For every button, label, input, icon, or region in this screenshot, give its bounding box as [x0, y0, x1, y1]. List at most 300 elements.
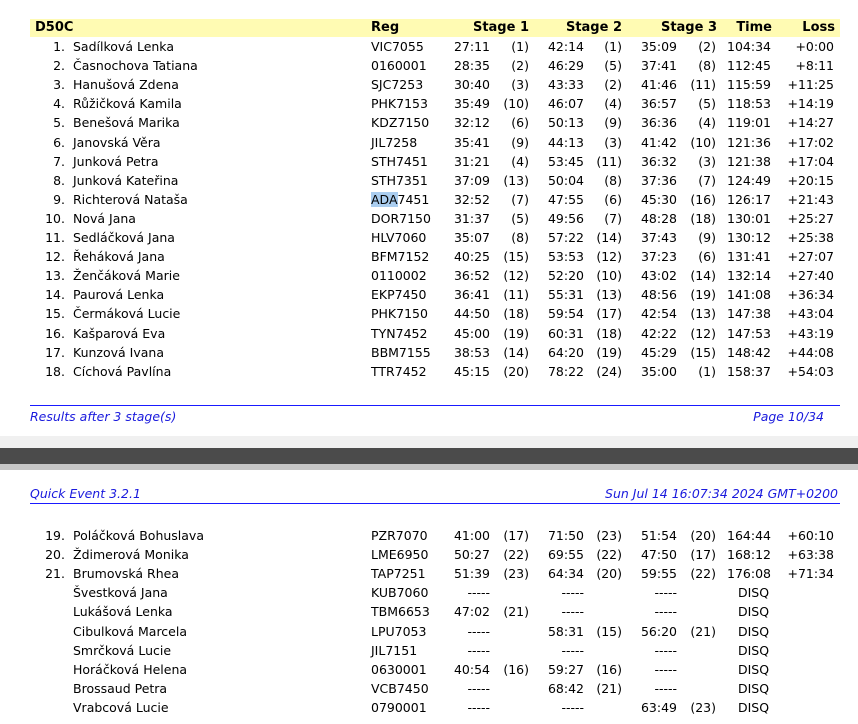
- stage2-rank: (20): [596, 566, 622, 582]
- rank: 14.: [45, 287, 65, 303]
- registration-number: LPU7053: [371, 623, 427, 639]
- rank: 12.: [45, 249, 65, 265]
- stage2-time: 53:45: [547, 153, 584, 169]
- total-time: 126:17: [727, 191, 771, 207]
- stage2-rank: (21): [596, 680, 622, 696]
- status-disq: DISQ: [738, 585, 770, 601]
- stage3-rank: (13): [690, 306, 716, 322]
- time-loss: +25:27: [787, 210, 834, 226]
- stage1-time: -----: [467, 680, 490, 696]
- rank: 10.: [45, 210, 65, 226]
- table-row: [0, 286, 858, 305]
- stage1-time: 35:49: [453, 96, 490, 112]
- stage3-time: 37:23: [640, 249, 677, 265]
- stage2-rank: (14): [596, 230, 622, 245]
- stage2-time: -----: [561, 585, 584, 601]
- stage3-rank: (19): [690, 287, 716, 303]
- stage1-rank: (7): [511, 191, 529, 207]
- stage2-time: 46:29: [547, 58, 584, 74]
- stage3-time: 36:36: [640, 115, 677, 131]
- page-number: Page 10/34: [753, 409, 824, 424]
- stage1-time: 41:00: [453, 528, 490, 543]
- total-time: 147:38: [727, 306, 771, 322]
- total-time: 168:12: [727, 547, 771, 563]
- stage1-time: 38:53: [453, 344, 490, 360]
- table-row: [0, 546, 858, 565]
- stage3-rank: (21): [690, 623, 716, 639]
- registration-number: 0110002: [371, 268, 427, 284]
- rank: 19.: [45, 528, 65, 543]
- rank: 16.: [45, 325, 65, 341]
- stage3-rank: (14): [690, 268, 716, 284]
- time-loss: +17:04: [787, 153, 834, 169]
- stage2-time: 78:22: [547, 363, 584, 379]
- time-loss: +54:03: [787, 363, 834, 379]
- rank: 9.: [53, 191, 65, 207]
- total-time: 164:44: [727, 528, 771, 543]
- total-time: 121:38: [727, 153, 771, 169]
- stage2-rank: (13): [596, 287, 622, 303]
- stage3-time: -----: [654, 642, 677, 658]
- stage3-time: -----: [654, 680, 677, 696]
- competitor-name: Ženčáková Marie: [73, 268, 180, 284]
- stage1-time: 47:02: [453, 604, 490, 620]
- stage3-time: 41:46: [640, 77, 677, 93]
- registration-number: 0160001: [371, 58, 427, 74]
- time-loss: +60:10: [787, 528, 834, 543]
- competitor-name: Nová Jana: [73, 210, 136, 226]
- registration-suffix: 7451: [397, 191, 430, 207]
- stage3-time: 41:42: [640, 134, 677, 150]
- selected-text-highlight: ADA: [371, 191, 398, 207]
- stage3-time: 51:54: [640, 528, 677, 543]
- stage3-time: 63:49: [640, 699, 677, 715]
- stage2-time: 50:13: [547, 115, 584, 131]
- registration-number: [371, 192, 429, 207]
- stage1-time: 40:25: [453, 249, 490, 265]
- total-time: 148:42: [727, 344, 771, 360]
- results-header: [30, 19, 840, 37]
- status-disq: DISQ: [738, 623, 770, 639]
- table-row: [0, 325, 858, 344]
- time-header: Time: [736, 20, 772, 35]
- stage3-rank: (18): [690, 210, 716, 226]
- stage3-rank: (9): [698, 230, 716, 245]
- stage3-time: -----: [654, 661, 677, 677]
- stage1-header: Stage 1: [472, 20, 529, 35]
- total-time: 112:45: [727, 58, 771, 74]
- stage2-rank: (22): [596, 547, 622, 563]
- total-time: 132:14: [727, 268, 771, 284]
- time-loss: +25:38: [787, 230, 834, 245]
- registration-number: 0790001: [371, 699, 427, 715]
- competitor-name: Řeháková Jana: [73, 249, 165, 265]
- stage1-rank: (21): [503, 604, 529, 620]
- stage2-rank: (6): [604, 191, 622, 207]
- stage3-time: 36:32: [640, 153, 677, 169]
- competitor-name: Smrčková Lucie: [73, 642, 172, 658]
- competitor-name: Švestková Jana: [73, 585, 168, 601]
- registration-number: BBM7155: [371, 344, 431, 360]
- stage2-rank: (19): [596, 344, 622, 360]
- registration-number: TBM6653: [371, 604, 430, 620]
- table-row: [0, 565, 858, 584]
- time-loss: +36:34: [787, 287, 834, 303]
- table-row: [0, 57, 858, 76]
- competitor-name: Vrabcová Lucie: [73, 699, 169, 715]
- stage2-rank: (18): [596, 325, 622, 341]
- stage1-rank: (22): [503, 547, 529, 563]
- registration-number: SJC7253: [371, 77, 424, 93]
- stage3-time: 59:55: [640, 566, 677, 582]
- rank: 2.: [53, 58, 65, 74]
- stage1-rank: (11): [503, 287, 529, 303]
- registration-number: EKP7450: [371, 287, 427, 303]
- total-time: 131:41: [727, 249, 771, 265]
- time-loss: +27:07: [787, 249, 834, 265]
- stage3-time: -----: [654, 585, 677, 601]
- stage2-rank: (23): [596, 528, 622, 543]
- rank: 13.: [45, 268, 65, 284]
- registration-number: BFM7152: [371, 249, 430, 265]
- stage2-time: 49:56: [547, 210, 584, 226]
- registration-number: HLV7060: [371, 230, 427, 245]
- rank: 4.: [53, 96, 65, 112]
- stage3-time: 48:56: [640, 287, 677, 303]
- stage1-time: 44:50: [453, 306, 490, 322]
- stage2-rank: (5): [604, 58, 622, 74]
- competitor-name: Cibulková Marcela: [73, 623, 188, 639]
- time-loss: +71:34: [787, 566, 834, 582]
- stage3-time: -----: [654, 604, 677, 620]
- competitor-name: Ždimerová Monika: [73, 547, 189, 563]
- competitor-name: Junková Kateřina: [73, 172, 179, 188]
- rank: 15.: [45, 306, 65, 322]
- stage2-rank: (24): [596, 363, 622, 379]
- total-time: 141:08: [727, 287, 771, 303]
- stage1-rank: (18): [503, 306, 529, 322]
- results-stage-note: Results after 3 stage(s): [30, 409, 177, 424]
- stage2-time: -----: [561, 642, 584, 658]
- stage3-rank: (16): [690, 191, 716, 207]
- page-break-bar: [0, 448, 858, 464]
- stage2-time: 47:55: [547, 191, 584, 207]
- competitor-name: Sadílková Lenka: [73, 39, 174, 54]
- competitor-name: Hanušová Zdena: [73, 77, 179, 93]
- time-loss: +27:40: [787, 268, 834, 284]
- registration-number: VCB7450: [371, 680, 429, 696]
- total-time: 104:34: [727, 39, 771, 54]
- competitor-name: Richterová Nataša: [73, 191, 188, 207]
- stage1-rank: (12): [503, 268, 529, 284]
- total-time: 158:37: [727, 363, 771, 379]
- rank: 11.: [45, 230, 65, 245]
- stage3-rank: (15): [690, 344, 716, 360]
- competitor-name: Čermáková Lucie: [73, 306, 181, 322]
- stage1-rank: (16): [503, 661, 529, 677]
- stage3-time: 42:22: [640, 325, 677, 341]
- rank: 17.: [45, 344, 65, 360]
- stage1-rank: (9): [511, 134, 529, 150]
- app-version: Quick Event 3.2.1: [30, 486, 141, 501]
- stage3-rank: (7): [698, 172, 716, 188]
- header-rule: [30, 503, 840, 504]
- stage3-time: 37:43: [640, 230, 677, 245]
- competitor-name: Paurová Lenka: [73, 287, 165, 303]
- table-row: [0, 527, 858, 546]
- competitor-name: Janovská Věra: [73, 134, 161, 150]
- table-row: [0, 153, 858, 172]
- table-row: [0, 114, 858, 133]
- stage1-time: -----: [467, 699, 490, 715]
- stage3-rank: (2): [698, 39, 716, 54]
- registration-number: TYN7452: [371, 325, 428, 341]
- stage2-time: 59:54: [547, 306, 584, 322]
- stage2-time: 44:13: [547, 134, 584, 150]
- stage3-rank: (20): [690, 528, 716, 543]
- stage2-rank: (2): [604, 77, 622, 93]
- stage2-rank: (12): [596, 249, 622, 265]
- stage2-rank: (1): [604, 39, 622, 54]
- registration-number: KUB7060: [371, 585, 429, 601]
- stage3-time: 35:09: [640, 39, 677, 54]
- stage2-rank: (9): [604, 115, 622, 131]
- stage2-rank: (7): [604, 210, 622, 226]
- total-time: 130:01: [727, 210, 771, 226]
- stage2-rank: (15): [596, 623, 622, 639]
- stage2-time: 46:07: [547, 96, 584, 112]
- stage2-rank: (8): [604, 172, 622, 188]
- rank: 7.: [53, 153, 65, 169]
- stage1-time: 30:40: [453, 77, 490, 93]
- time-loss: +44:08: [787, 344, 834, 360]
- time-loss: +8:11: [795, 58, 834, 74]
- table-row: [0, 699, 858, 718]
- stage3-rank: (8): [698, 58, 716, 74]
- stage3-rank: (11): [690, 77, 716, 93]
- stage2-time: 68:42: [547, 680, 584, 696]
- time-loss: +0:00: [795, 39, 834, 54]
- competitor-name: Kašparová Eva: [73, 325, 166, 341]
- stage1-rank: (1): [511, 39, 529, 54]
- stage1-time: 35:07: [453, 230, 490, 245]
- competitor-name: Časnochova Tatiana: [73, 58, 198, 74]
- competitor-name: Růžičková Kamila: [73, 96, 182, 112]
- registration-number: TTR7452: [371, 363, 427, 379]
- registration-number: VIC7055: [371, 39, 424, 54]
- stage2-time: 43:33: [547, 77, 584, 93]
- stage3-rank: (5): [698, 96, 716, 112]
- stage1-time: 31:21: [453, 153, 490, 169]
- stage1-time: 32:12: [453, 115, 490, 131]
- total-time: 176:08: [727, 566, 771, 582]
- status-disq: DISQ: [738, 680, 770, 696]
- stage1-rank: (14): [503, 344, 529, 360]
- registration-number: LME6950: [371, 547, 429, 563]
- registration-number: PHK7153: [371, 96, 428, 112]
- rank: 20.: [45, 547, 65, 563]
- stage1-time: 37:09: [453, 172, 490, 188]
- stage2-time: 53:53: [547, 249, 584, 265]
- total-time: 124:49: [727, 172, 771, 188]
- stage1-time: 36:41: [453, 287, 490, 303]
- stage1-time: -----: [467, 623, 490, 639]
- stage1-time: 40:54: [453, 661, 490, 677]
- stage2-rank: (3): [604, 134, 622, 150]
- competitor-name: Brossaud Petra: [73, 680, 168, 696]
- stage1-rank: (20): [503, 363, 529, 379]
- stage1-time: 32:52: [453, 191, 490, 207]
- time-loss: +21:43: [787, 191, 834, 207]
- registration-number: TAP7251: [371, 566, 426, 582]
- competitor-name: Lukášová Lenka: [73, 604, 173, 620]
- stage1-rank: (2): [511, 58, 529, 74]
- stage1-time: 27:11: [453, 39, 490, 54]
- competitor-name: Junková Petra: [73, 153, 159, 169]
- competitor-name: Poláčková Bohuslava: [73, 528, 204, 543]
- stage3-time: 56:20: [640, 623, 677, 639]
- stage2-rank: (16): [596, 661, 622, 677]
- stage3-rank: (10): [690, 134, 716, 150]
- stage2-time: 52:20: [547, 268, 584, 284]
- stage1-rank: (8): [511, 230, 529, 245]
- stage2-time: 64:34: [547, 566, 584, 582]
- stage1-rank: (23): [503, 566, 529, 582]
- stage2-time: -----: [561, 699, 584, 715]
- stage3-rank: (17): [690, 547, 716, 563]
- stage3-time: 43:02: [640, 268, 677, 284]
- registration-number: JIL7258: [371, 134, 418, 150]
- reg-header: Reg: [371, 20, 400, 35]
- table-row: [0, 38, 858, 57]
- registration-number: 0630001: [371, 661, 427, 677]
- stage1-rank: (19): [503, 325, 529, 341]
- stage2-rank: (17): [596, 306, 622, 322]
- time-loss: +43:04: [787, 306, 834, 322]
- rank: 3.: [53, 77, 65, 93]
- registration-number: JIL7151: [371, 642, 418, 658]
- rank: 8.: [53, 172, 65, 188]
- stage1-rank: (5): [511, 210, 529, 226]
- stage2-time: 69:55: [547, 547, 584, 563]
- stage2-time: -----: [561, 604, 584, 620]
- stage3-time: 35:00: [640, 363, 677, 379]
- print-timestamp: Sun Jul 14 16:07:34 2024 GMT+0200: [605, 486, 838, 501]
- time-loss: +63:38: [787, 547, 834, 563]
- time-loss: +43:19: [787, 325, 834, 341]
- loss-header: Loss: [802, 20, 835, 35]
- table-row: [0, 210, 858, 229]
- stage3-rank: (4): [698, 115, 716, 131]
- stage1-time: 45:00: [453, 325, 490, 341]
- stage3-time: 37:41: [640, 58, 677, 74]
- stage1-rank: (13): [503, 172, 529, 188]
- time-loss: +20:15: [787, 172, 834, 188]
- time-loss: +11:25: [787, 77, 834, 93]
- status-disq: DISQ: [738, 661, 770, 677]
- table-row: [0, 603, 858, 622]
- competitor-name: Horáčková Helena: [73, 661, 188, 677]
- stage2-time: 42:14: [547, 39, 584, 54]
- rank: 6.: [53, 134, 65, 150]
- stage2-time: 50:04: [547, 172, 584, 188]
- footer-rule: [30, 405, 840, 406]
- stage2-time: 59:27: [547, 661, 584, 677]
- table-row: [0, 363, 858, 382]
- total-time: 147:53: [727, 325, 771, 341]
- time-loss: +17:02: [787, 134, 834, 150]
- table-row: [0, 229, 858, 248]
- stage3-rank: (6): [698, 249, 716, 265]
- status-disq: DISQ: [738, 604, 770, 620]
- stage2-time: 71:50: [547, 528, 584, 543]
- page-break-shadow: [0, 464, 858, 470]
- table-row: [0, 305, 858, 324]
- stage3-rank: (3): [698, 153, 716, 169]
- stage1-rank: (10): [503, 96, 529, 112]
- stage3-rank: (22): [690, 566, 716, 582]
- table-row: [0, 642, 858, 661]
- time-loss: +14:27: [787, 115, 834, 131]
- stage3-rank: (23): [690, 699, 716, 715]
- table-row: [0, 344, 858, 363]
- stage1-time: 36:52: [453, 268, 490, 284]
- rank: 18.: [45, 363, 65, 379]
- competitor-name: Cíchová Pavlína: [73, 363, 172, 379]
- table-row: [0, 623, 858, 642]
- table-row: [0, 584, 858, 603]
- stage1-time: 35:41: [453, 134, 490, 150]
- rank: 21.: [45, 566, 65, 582]
- stage3-header: Stage 3: [660, 20, 717, 35]
- stage1-time: -----: [467, 642, 490, 658]
- stage1-time: 51:39: [453, 566, 490, 582]
- table-row: [0, 76, 858, 95]
- stage3-time: 48:28: [640, 210, 677, 226]
- total-time: 115:59: [727, 77, 771, 93]
- total-time: 121:36: [727, 134, 771, 150]
- stage2-rank: (11): [596, 153, 622, 169]
- stage1-rank: (15): [503, 249, 529, 265]
- table-row: [0, 248, 858, 267]
- table-row: [0, 134, 858, 153]
- registration-number: STH7351: [371, 172, 428, 188]
- stage1-time: 45:15: [453, 363, 490, 379]
- table-row: [0, 191, 858, 210]
- stage3-time: 45:30: [640, 191, 677, 207]
- registration-number: STH7451: [371, 153, 428, 169]
- stage2-time: 60:31: [547, 325, 584, 341]
- stage2-time: 55:31: [547, 287, 584, 303]
- stage2-rank: (4): [604, 96, 622, 112]
- table-row: [0, 661, 858, 680]
- stage1-time: -----: [467, 585, 490, 601]
- stage2-time: 58:31: [547, 623, 584, 639]
- stage3-time: 36:57: [640, 96, 677, 112]
- rank: 5.: [53, 115, 65, 131]
- stage3-time: 42:54: [640, 306, 677, 322]
- table-row: [0, 172, 858, 191]
- stage1-rank: (6): [511, 115, 529, 131]
- stage3-rank: (1): [698, 363, 716, 379]
- rank: 1.: [53, 39, 65, 54]
- stage3-time: 45:29: [640, 344, 677, 360]
- stage1-rank: (4): [511, 153, 529, 169]
- category-label: D50C: [35, 20, 74, 35]
- stage2-rank: (10): [596, 268, 622, 284]
- total-time: 130:12: [727, 230, 771, 245]
- table-row: [0, 267, 858, 286]
